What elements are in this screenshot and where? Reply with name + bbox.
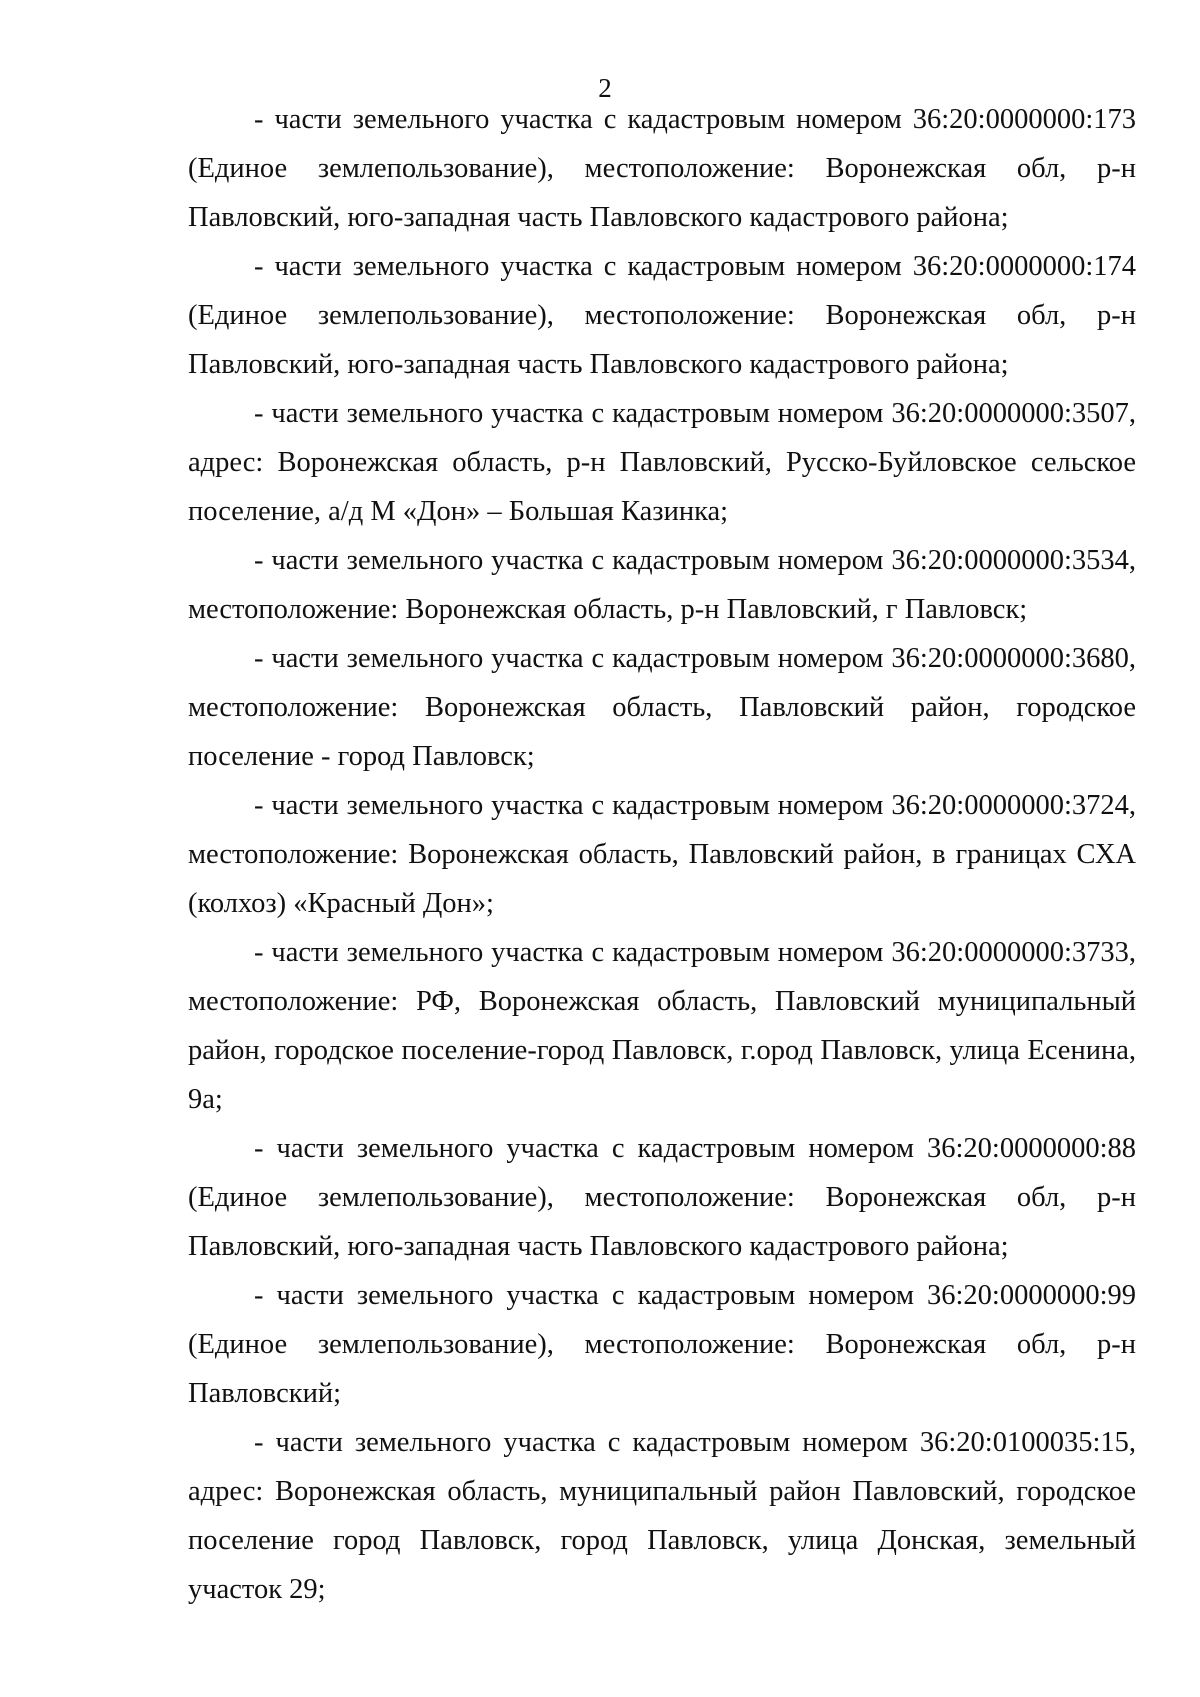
paragraph-parcel-3733: - части земельного участка с кадастровым номером 36:20:0000000:3733, местоположение: РФ, Воронежская область, Павловский муниципальный район, городское поселение-город Павловск, г.ород Павловск, улица Есенина, 9а; bbox=[188, 937, 1136, 1115]
document-body bbox=[188, 95, 1136, 1614]
paragraph-parcel-173: - части земельного участка с кадастровым номером 36:20:0000000:173 (Единое землепользование), местоположение: Воронежская обл, р-н Павловский, юго-западная часть Павловского кадастрового района; bbox=[188, 104, 1136, 233]
paragraph-parcel-99: - части земельного участка с кадастровым номером 36:20:0000000:99 (Единое землепользование), местоположение: Воронежская обл, р-н Павловский; bbox=[188, 1280, 1136, 1409]
paragraph-parcel-3534: - части земельного участка с кадастровым номером 36:20:0000000:3534, местоположение: Воронежская область, р-н Павловский, г Павловск; bbox=[188, 545, 1136, 625]
paragraph-parcel-3680: - части земельного участка с кадастровым номером 36:20:0000000:3680, местоположение: Воронежская область, Павловский район, городское поселение - город Павловск; bbox=[188, 643, 1136, 772]
paragraph-parcel-3724: - части земельного участка с кадастровым номером 36:20:0000000:3724, местоположение: Воронежская область, Павловский район, в границах СХА (колхоз) «Красный Дон»; bbox=[188, 790, 1136, 919]
paragraph-parcel-88: - части земельного участка с кадастровым номером 36:20:0000000:88 (Единое землепользование), местоположение: Воронежская обл, р-н Павловский, юго-западная часть Павловского кадастрового района; bbox=[188, 1133, 1136, 1262]
page-number: 2 bbox=[598, 73, 612, 103]
paragraph-parcel-3507: - части земельного участка с кадастровым номером 36:20:0000000:3507, адрес: Воронежская область, р-н Павловский, Русско-Буйловское сельское поселение, а/д М «Дон» – Большая Казинка; bbox=[188, 398, 1136, 527]
paragraph-parcel-0100035-15: - части земельного участка с кадастровым номером 36:20:0100035:15, адрес: Воронежская область, муниципальный район Павловский, городское поселение город Павловск, город Павловск, улица Донская, земельный участок 29; bbox=[188, 1427, 1136, 1605]
paragraph-parcel-174: - части земельного участка с кадастровым номером 36:20:0000000:174 (Единое землепользование), местоположение: Воронежская обл, р-н Павловский, юго-западная часть Павловского кадастрового района; bbox=[188, 251, 1136, 380]
